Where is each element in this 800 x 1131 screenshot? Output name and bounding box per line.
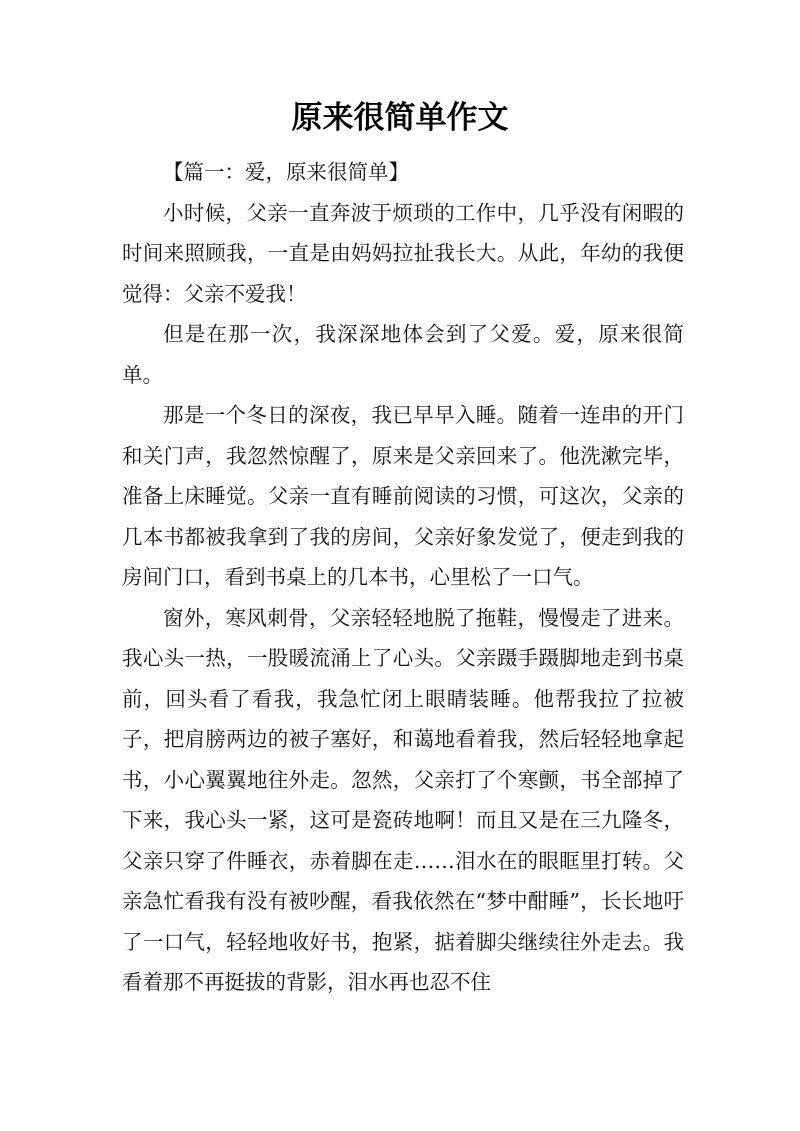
paragraph-3: 那是一个冬日的深夜，我已早早入睡。随着一连串的开门和关门声，我忽然惊醒了，原来是父亲回来了。他洗漱完毕，准备上床睡觉。父亲一直有睡前阅读的习惯，可这次，父亲的几本书都被我拿到了我的房间，父亲好象发觉了，便走到我的房间门口，看到书桌上的几本书，心里松了一口气。 xyxy=(122,403,684,589)
paragraph-4: 窗外，寒风刺骨，父亲轻轻地脱了拖鞋，慢慢走了进来。我心头一热，一股暖流涌上了心头。父亲蹑手蹑脚地走到书桌前，回头看了看我，我急忙闭上眼睛装睡。他帮我拉了拉被子，把肩膀两边的被子塞好，和蔼地看着我，然后轻轻地拿起书，小心翼翼地往外走。忽然，父亲打了个寒颤，书全部掉了下来，我心头一紧，这可是瓷砖地啊！而且又是在三九隆冬，父亲只穿了件睡衣，赤着脚在走……泪水在的眼眶里打转。父亲急忙看我有没有被吵醒，看我依然在“梦中酣睡”，长长地吁了一口气，轻轻地收好书，抱紧，掂着脚尖继续往外走去。我看着那不再挺拔的背影，泪水再也忍不住 xyxy=(122,605,684,994)
document-title: 原来很简单作文 xyxy=(291,100,509,136)
document-body xyxy=(122,152,684,1003)
paragraph-1: 小时候，父亲一直奔波于烦琐的工作中，几乎没有闲暇的时间来照顾我，一直是由妈妈拉扯我长大。从此，年幼的我便觉得：父亲不爱我！ xyxy=(122,200,684,306)
paragraph-2: 但是在那一次，我深深地体会到了父爱。爱，原来很简单。 xyxy=(122,322,684,387)
section-heading: 【篇一：爱，原来很简单】 xyxy=(163,160,409,184)
